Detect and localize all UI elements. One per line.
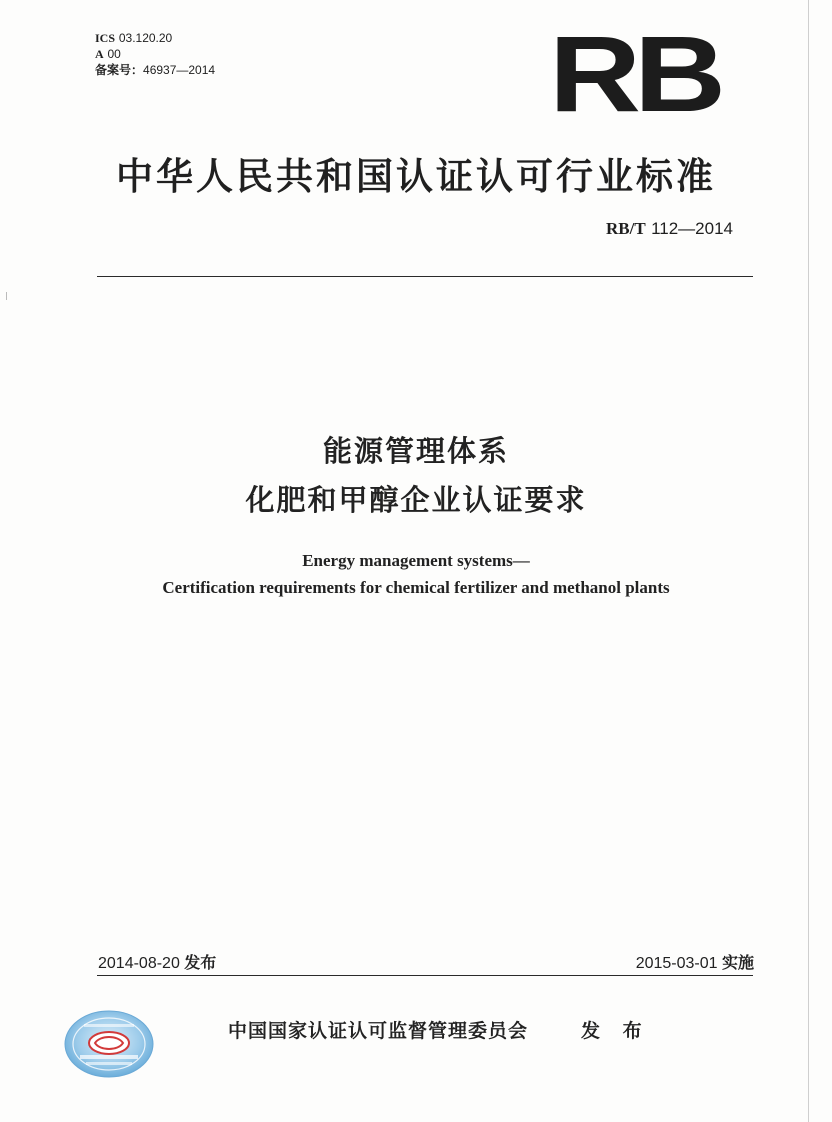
scan-mark xyxy=(6,292,7,300)
en-title-line1: Energy management systems— xyxy=(302,551,530,570)
class-row xyxy=(95,46,215,62)
class-value: 00 xyxy=(107,47,121,61)
issue-date-block xyxy=(98,950,216,973)
publish-action: 发 布 xyxy=(581,1020,650,1042)
classification-block xyxy=(95,30,215,78)
standard-number-value: 112—2014 xyxy=(651,219,733,238)
ics-value: 03.120.20 xyxy=(118,31,173,45)
implement-date-block xyxy=(636,950,754,973)
header-divider xyxy=(97,276,753,277)
filing-value: 46937—2014 xyxy=(143,63,216,77)
filing-row xyxy=(95,62,215,78)
class-label: A xyxy=(95,47,104,61)
filing-label: 备案号： xyxy=(95,63,144,77)
implement-date: 2015-03-01 xyxy=(635,955,718,972)
issue-date: 2014-08-20 xyxy=(98,955,180,972)
standard-code: RB/T xyxy=(605,219,646,238)
standard-category-title: 中华人民共和国认证认可行业标准 xyxy=(116,155,716,198)
implement-label: 实施 xyxy=(721,953,754,972)
cn-title-line1: 能源管理体系 xyxy=(322,434,509,468)
cn-title-line2: 化肥和甲醇企业认证要求 xyxy=(245,483,587,517)
standard-number xyxy=(606,219,733,239)
ics-label: ICS xyxy=(95,31,116,45)
en-title-line2: Certification requirements for chemical fertilizer and methanol plants xyxy=(162,578,670,597)
publisher-name: 中国国家认证认可监督管理委员会 xyxy=(228,1020,529,1042)
seal-icon xyxy=(62,1009,156,1079)
anti-counterfeit-seal xyxy=(62,1009,156,1079)
issue-label: 发布 xyxy=(184,953,217,972)
footer-divider xyxy=(97,975,753,976)
rb-logo: RB xyxy=(549,13,719,134)
ics-row xyxy=(95,30,215,46)
